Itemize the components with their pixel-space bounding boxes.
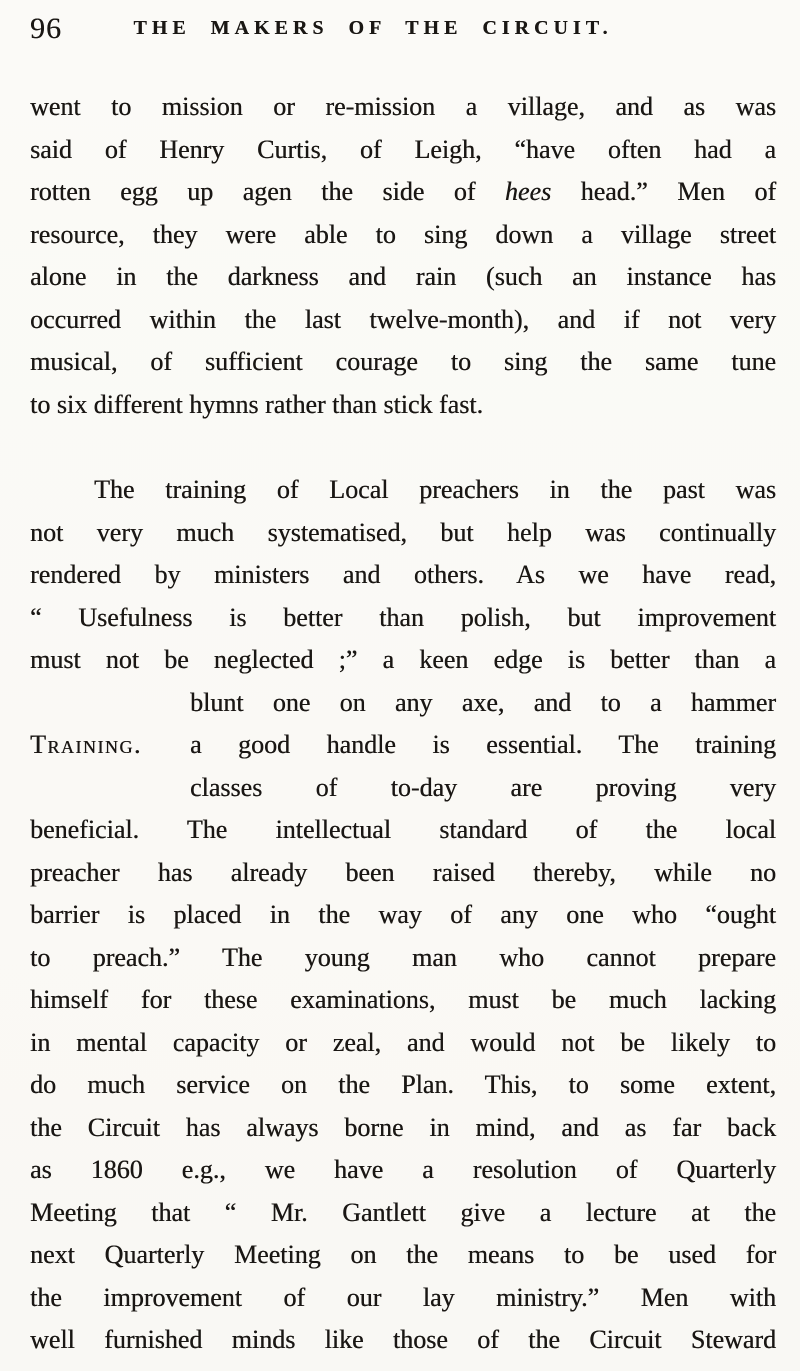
text-line: “ Usefulness is better than polish, but improvement	[30, 602, 776, 632]
text-line: next Quarterly Meeting on the means to be used for	[30, 1240, 776, 1269]
text-line: himself for these examinations, must be much lacking	[30, 985, 776, 1014]
text-line: classes of to-day are proving very	[190, 772, 776, 802]
text-block	[30, 86, 776, 1362]
text-line: to preach.” The young man who cannot prepare	[30, 942, 776, 972]
text-line: rendered by ministers and others. As we have read,	[30, 560, 776, 589]
text-line: Meeting that “ Mr. Gantlett give a lecture at the	[30, 1197, 776, 1227]
text-line: must not be neglected ;” a keen edge is better than a	[30, 645, 776, 674]
margin-note: Training.	[30, 730, 142, 759]
text-line: The training of Local preachers in the past was	[94, 475, 776, 504]
text-line: as 1860 e.g., we have a resolution of Quarterly	[30, 1155, 776, 1184]
page-header	[30, 10, 772, 60]
text-line: alone in the darkness and rain (such an instance has	[30, 262, 776, 291]
text-line: rotten egg up agen the side of hees head.” Men of	[30, 177, 776, 206]
text-line: well furnished minds like those of the Circuit Steward	[30, 1325, 776, 1354]
page-number: 96	[30, 12, 62, 45]
text-line: musical, of sufficient courage to sing the same tune	[30, 347, 776, 376]
text-line: beneficial. The intellectual standard of the local	[30, 815, 776, 844]
text-line: blunt one on any axe, and to a hammer	[190, 687, 776, 717]
running-head: THE MAKERS OF THE CIRCUIT.	[133, 17, 613, 39]
text-line: in mental capacity or zeal, and would not be likely to	[30, 1027, 776, 1057]
text-line: not very much systematised, but help was continually	[30, 517, 776, 547]
text-line: do much service on the Plan. This, to some extent,	[30, 1070, 776, 1099]
text-line: the Circuit has always borne in mind, and as far back	[30, 1112, 776, 1142]
text-line: occurred within the last twelve-month), and if not very	[30, 304, 776, 334]
text-line: the improvement of our lay ministry.” Men with	[30, 1282, 776, 1312]
text-line: resource, they were able to sing down a village street	[30, 219, 776, 249]
text-line: went to mission or re-mission a village, and as was	[30, 92, 776, 121]
text-line: said of Henry Curtis, of Leigh, “have often had a	[30, 134, 776, 164]
italic-word: hees	[504, 177, 552, 206]
text-line: to six different hymns rather than stick fast.	[30, 389, 483, 419]
text-line: preacher has already been raised thereby, while no	[30, 857, 776, 887]
text-line-content: a good handle is essential. The training	[190, 730, 776, 759]
text-line	[30, 724, 776, 767]
text-line: barrier is placed in the way of any one who “ought	[30, 900, 776, 929]
